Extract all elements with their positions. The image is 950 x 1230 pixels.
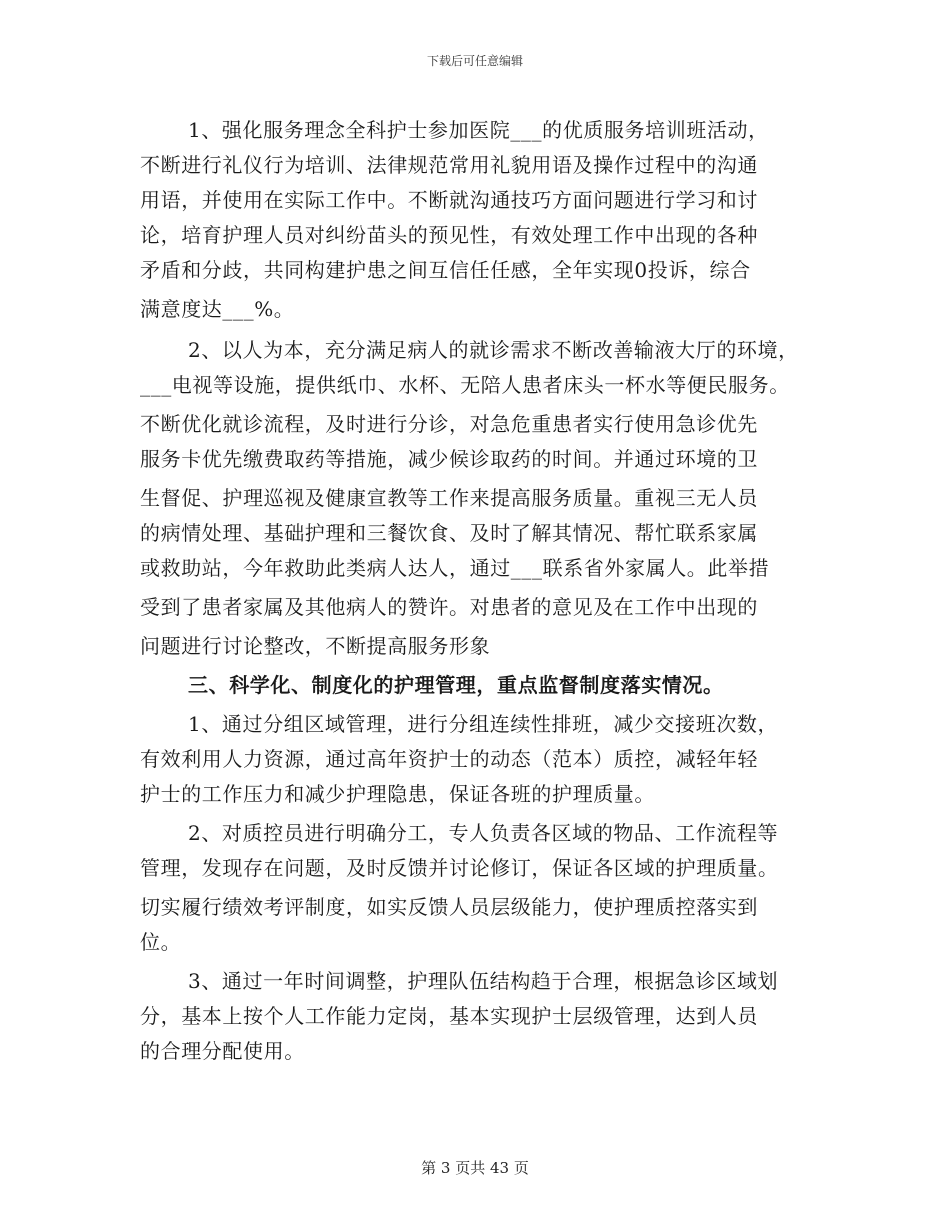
text-line: 不断进行礼仪行为培训、法律规范常用礼貌用语及操作过程中的沟通 [140,153,758,177]
text-line: 2、对质控员进行明确分工，专人负责各区域的物品、工作流程等 [188,821,779,845]
text-line: 用语，并使用在实际工作中。不断就沟通技巧方面问题进行学习和讨 [140,188,758,212]
section-heading: 三、科学化、制度化的护理管理，重点监督制度落实情况。 [188,673,724,697]
text-line: 问题进行讨论整改，不断提高服务形象 [140,634,491,658]
text-line: 的病情处理、基础护理和三餐饮食、及时了解其情况、帮忙联系家属 [140,521,758,545]
text-line: 切实履行绩效考评制度，如实反馈人员层级能力，使护理质控落实到 [140,895,758,919]
page-footer: 第 3 页共 43 页 [421,1159,529,1177]
text-line: 1、强化服务理念全科护士参加医院___的优质服务培训班活动， [188,118,769,142]
text-line: 或救助站，今年救助此类病人达人，通过___联系省外家属人。此举措 [140,556,770,580]
text-line: 矛盾和分歧，共同构建护患之间互信任任感，全年实现0投诉，综合 [140,258,751,282]
text-line: 有效利用人力资源，通过高年资护士的动态（范本）质控，减轻年轻 [140,747,758,771]
text-line: 生督促、护理巡视及健康宣教等工作来提高服务质量。重视三无人员 [140,486,758,510]
text-line: 论，培育护理人员对纠纷苗头的预见性，有效处理工作中出现的各种 [140,223,758,247]
text-line: 满意度达___%。 [140,297,295,321]
text-line: 受到了患者家属及其他病人的赞许。对患者的意见及在工作中出现的 [140,595,758,619]
text-line: 分，基本上按个人工作能力定岗，基本实现护士层级管理，达到人员 [140,1004,758,1028]
text-line: 3、通过一年时间调整，护理队伍结构趋于合理，根据急诊区域划 [188,969,779,993]
text-line: 管理，发现存在问题，及时反馈并讨论修订，保证各区域的护理质量。 [140,856,779,880]
page-header: 下载后可任意编辑 [426,54,523,68]
text-line: 1、通过分组区域管理，进行分组连续性排班，减少交接班次数， [188,712,779,736]
text-line: 的合理分配使用。 [140,1039,305,1063]
text-line: ___电视等设施，提供纸巾、水杯、无陪人患者床头一杯水等便民服务。 [140,373,790,397]
text-line: 护士的工作压力和减少护理隐患，保证各班的护理质量。 [140,782,655,806]
text-line: 不断优化就诊流程，及时进行分诊，对急危重患者实行使用急诊优先 [140,412,758,436]
text-line: 位。 [140,930,182,954]
text-line: 服务卡优先缴费取药等措施，减少候诊取药的时间。并通过环境的卫 [140,447,758,471]
text-line: 2、以人为本，充分满足病人的就诊需求不断改善输液大厅的环境， [188,338,799,362]
